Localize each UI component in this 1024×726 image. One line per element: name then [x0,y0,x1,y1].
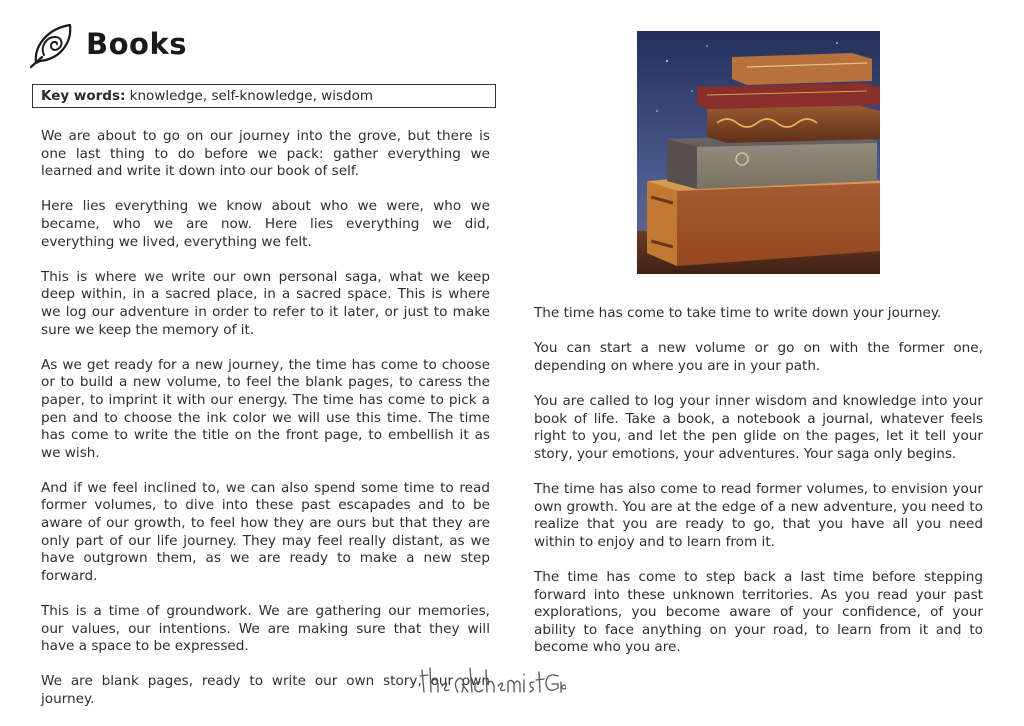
stacked-books-illustration [637,31,880,274]
keywords-box [32,84,496,108]
paragraph: You are called to log your inner wisdom and knowledge into your book of life. Take a book, a notebook a journal, whatever feels right to you, and let the pen glide on the pages, let it tell your story, your emotions, your adventures. Your saga only begins. [534,392,983,462]
keywords-value: knowledge, self-knowledge, wisdom [125,88,373,104]
paragraph: This is a time of groundwork. We are gathering our memories, our values, our intentions. We are making sure that they will have a space to be expressed. [41,603,490,655]
left-column [41,128,490,726]
paragraph: The time has also come to read former volumes, to envision your own growth. You are at the edge of a new adventure, you need to realize that you are ready to go, that you have all you need within to enjoy and to learn from it. [534,480,983,550]
paragraph: As we get ready for a new journey, the time has come to choose or to build a new volume, to feel the blank pages, to caress the paper, to imprint it with our energy. The time has come to pick a pen and to choose the ink color we will use this time. The time has come to write the title on the front page, to embellish it as we wish. [41,356,490,461]
paragraph: Here lies everything we know about who we were, who we became, who we are now. Here lies everything we did, everything we lived, everything we felt. [41,198,490,250]
alchemist-grove-logo [418,662,566,702]
page-header [28,18,187,70]
page-title: Books [86,27,187,61]
paragraph: The time has come to step back a last time before stepping forward into these unknown territories. As you read your past explorations, you become aware of your confidence, of your ability to face anything on your road, to learn from it and to become who you are. [534,568,983,656]
paragraph: This is where we write our own personal saga, what we keep deep within, in a sacred place, in a sacred space. This is where we log our adventure in order to refer to it later, or just to make sure we keep the memory of it. [41,268,490,338]
right-column [534,305,983,674]
paragraph: We are about to go on our journey into the grove, but there is one last thing to do before we pack: gather everything we learned and write it down into our book of self. [41,128,490,180]
leaf-spiral-icon [28,19,78,69]
paragraph: The time has come to take time to write down your journey. [534,305,942,321]
paragraph: You can start a new volume or go on with the former one, depending on where you are in your path. [534,340,983,374]
keywords-label: Key words: [41,88,126,104]
paragraph: And if we feel inclined to, we can also spend some time to read former volumes, to dive into these past escapades and to be aware of our growth, to feel how they are ours but that they are only part of our life journey. They may feel really distant, as we have outgrown them, as we are ready to make a new step forward. [41,479,490,584]
paragraph: We are blank pages, ready to write our own story, our own journey. [41,673,490,707]
